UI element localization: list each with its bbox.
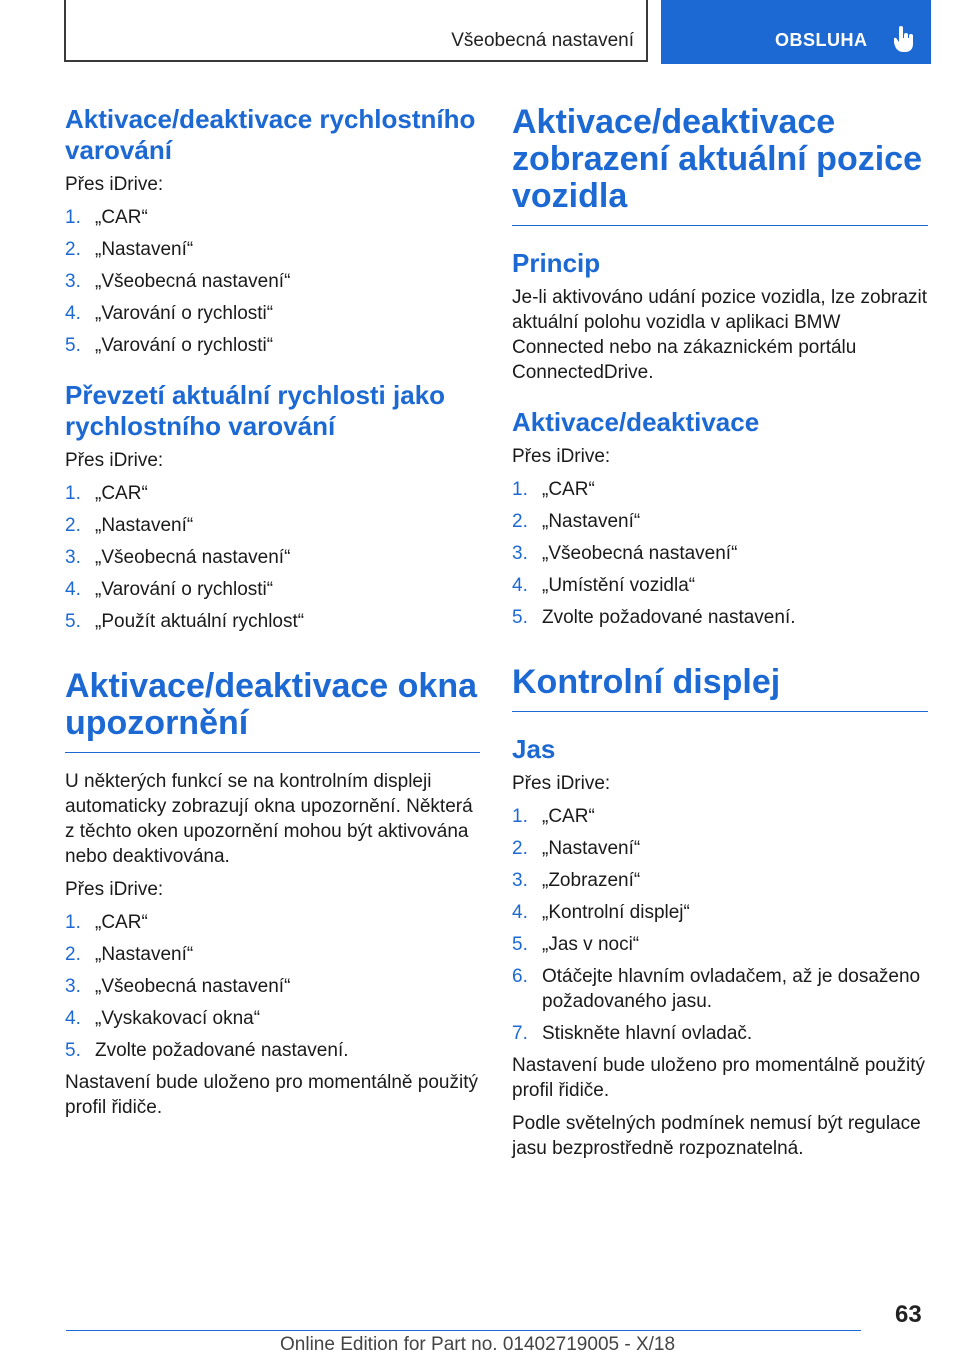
list-item-number: 2. [512,838,528,859]
section-title-speed-warning: Aktivace/deaktivace rychlostního varování [65,104,476,165]
section-title-brightness: Jas [512,734,556,764]
list-item [65,513,480,538]
chapter-title-notification-windows: Aktivace/deaktivace okna upozornění [65,668,480,753]
list-item-text: „Nastavení“ [542,511,641,532]
list-item-text: Zvolte požadované nastavení. [542,607,796,628]
list-item-number: 5. [65,1040,81,1061]
list-item-text: „CAR“ [95,207,148,228]
list-item-number: 2. [512,511,528,532]
list-item-number: 1. [512,479,528,500]
intro-text: Přes iDrive: [65,879,164,900]
intro-text: Přes iDrive: [65,450,164,471]
right-column [512,104,928,1161]
hand-pointer-icon [894,26,916,54]
list-item [512,836,928,861]
list-item-text: „Použít aktuální rychlost“ [95,611,305,632]
list-item [65,333,480,358]
list-item-text: „Vyskakovací okna“ [95,1008,261,1029]
list-item-number: 5. [65,335,81,356]
list-item-number: 4. [65,1008,81,1029]
list-item-number: 1. [65,483,81,504]
chapter-title-control-display: Kontrolní displej [512,664,928,712]
list-item-text: „Nastavení“ [95,239,194,260]
footer-edition: Online Edition for Part no. 01402719005 - X/18 [280,1334,676,1355]
list-item-number: 2. [65,515,81,536]
list-item [65,237,480,262]
list-item [65,942,480,967]
list-item [65,910,480,935]
list-item [512,477,928,502]
chapter-title-vehicle-position: Aktivace/deaktivace zobrazení aktuální pozice vozidla [512,104,928,226]
list-item-text: „CAR“ [542,479,595,500]
list-item-text: „CAR“ [95,912,148,933]
header-chapter-tab [661,0,931,64]
list-item-text: „Všeobecná nastavení“ [95,547,291,568]
intro-text: Přes iDrive: [512,773,611,794]
list-item [512,541,928,566]
list-item-number: 3. [65,271,81,292]
list-item-text: Otáčejte hlavním ovladačem, až je dosaženo požadovaného jasu. [542,966,921,1012]
list-item [512,900,928,925]
list-item-number: 5. [512,607,528,628]
list-item [65,545,480,570]
list-item-text: Stiskněte hlavní ovladač. [542,1023,753,1044]
page-number: 63 [895,1301,922,1328]
list-item-text: „Varování o rychlosti“ [95,335,274,356]
list-item-number: 2. [65,944,81,965]
body-text: Je-li aktivováno udání pozice vozidla, lze zobrazit aktuální polohu vozidla v aplikaci BMW Connected nebo na zákaznickém portálu ConnectedDrive. [512,287,928,383]
note-text: Nastavení bude uloženo pro momentálně použitý profil řidiče. [65,1072,478,1118]
list-item-text: „Nastavení“ [95,515,194,536]
list-item [65,1006,480,1031]
header-section-box [64,0,648,62]
list-item-number: 4. [65,303,81,324]
list-item-text: „Jas v noci“ [542,934,640,955]
list-item-number: 4. [65,579,81,600]
list-item-number: 3. [512,543,528,564]
list-item [65,1038,480,1063]
list-item-text: „Všeobecná nastavení“ [95,271,291,292]
list-item [512,932,928,957]
list-item-text: „Varování o rychlosti“ [95,579,274,600]
steps-list [512,804,928,1046]
list-item-number: 1. [65,912,81,933]
list-item-number: 1. [65,207,81,228]
list-item-text: „CAR“ [95,483,148,504]
list-item [512,868,928,893]
list-item [65,301,480,326]
note-text: Podle světelných podmínek nemusí být regulace jasu bezprostředně rozpoznatelná. [512,1113,921,1159]
list-item [512,509,928,534]
list-item [65,974,480,999]
list-item [65,205,480,230]
list-item [65,269,480,294]
list-item-number: 5. [512,934,528,955]
list-item [512,964,928,1014]
steps-list [65,481,480,634]
list-item [65,609,480,634]
header-section-title: Všeobecná nastavení [451,30,634,51]
list-item-number: 4. [512,902,528,923]
list-item [512,573,928,598]
list-item-text: „Všeobecná nastavení“ [95,976,291,997]
list-item-number: 2. [65,239,81,260]
intro-text: Přes iDrive: [65,174,164,195]
list-item-text: Zvolte požadované nastavení. [95,1040,349,1061]
list-item-text: „Varování o rychlosti“ [95,303,274,324]
header-chapter-label: OBSLUHA [775,30,868,50]
list-item-number: 1. [512,806,528,827]
list-item [65,481,480,506]
steps-list [65,205,480,358]
body-text: U některých funkcí se na kontrolním displeji automaticky zobrazují okna upozornění. Některá z těchto oken upozornění mohou být aktivována nebo deaktivována. [65,771,473,867]
list-item-text: „Kontrolní displej“ [542,902,690,923]
note-text: Nastavení bude uloženo pro momentálně použitý profil řidiče. [512,1055,925,1101]
section-title-principle: Princip [512,248,601,278]
list-item-text: „Nastavení“ [542,838,641,859]
list-item-number: 6. [512,966,528,987]
section-title-activation: Aktivace/deaktivace [512,407,760,437]
section-title-current-speed: Převzetí aktuální rychlosti jako rychlostního varování [65,380,446,441]
list-item-text: „Všeobecná nastavení“ [542,543,738,564]
list-item-number: 3. [512,870,528,891]
list-item [512,804,928,829]
footer-divider [66,1330,861,1331]
list-item-number: 5. [65,611,81,632]
list-item-number: 4. [512,575,528,596]
list-item [512,605,928,630]
list-item [65,577,480,602]
steps-list [65,910,480,1063]
left-column [65,104,480,1120]
list-item-number: 3. [65,976,81,997]
intro-text: Přes iDrive: [512,446,611,467]
steps-list [512,477,928,630]
list-item-text: „Umístění vozidla“ [542,575,696,596]
list-item-text: „CAR“ [542,806,595,827]
list-item-number: 7. [512,1023,528,1044]
list-item [512,1021,928,1046]
list-item-number: 3. [65,547,81,568]
list-item-text: „Zobrazení“ [542,870,641,891]
list-item-text: „Nastavení“ [95,944,194,965]
